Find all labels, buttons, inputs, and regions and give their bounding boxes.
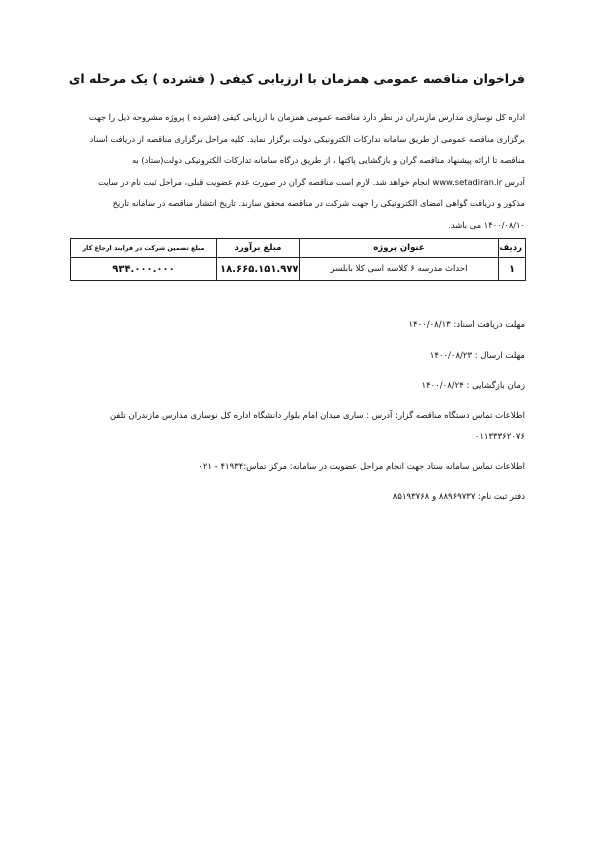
header-row-no: ردیف xyxy=(499,239,526,258)
header-project: عنوان پروژه xyxy=(300,239,499,258)
cell-row-no: ۱ xyxy=(499,258,526,281)
intro-paragraph xyxy=(69,107,525,237)
contact-phone: ۰۱۱۳۳۳۶۲۰۷۶ xyxy=(474,432,525,442)
paragraph-line: اداره کل نوسازی مدارس مازندران در نظر دارد مناقصه عمومی همزمان با ارزیابی کیفی (فشرده ) پروژه مشروحه ذیل را جهت xyxy=(88,112,525,122)
setad-contact: اطلاعات تماس سامانه ستاد جهت انجام مراحل عضویت در سامانه: مرکز تماس:۴۱۹۳۴ - ۰۲۱ xyxy=(198,462,525,472)
cell-guarantee: ۹۳۴.۰۰۰.۰۰۰ xyxy=(71,258,217,281)
table-row xyxy=(71,258,526,281)
document-title: فراخوان مناقصه عمومی همزمان با ارزیابی کیفی ( فشرده ) یک مرحله ای xyxy=(68,71,525,86)
header-guarantee: مبلغ تضمین شرکت در فرایند ارجاع کار xyxy=(71,239,217,258)
paragraph-line: ۱۴۰۰/۰۸/۱۰ می باشد. xyxy=(448,219,525,230)
registry-office: دفتر ثبت نام: ۸۸۹۶۹۷۳۷ و ۸۵۱۹۳۷۶۸ xyxy=(392,492,525,502)
cell-estimate: ۱۸.۶۶۵.۱۵۱.۹۷۷ xyxy=(217,258,300,281)
cell-project: احداث مدرسه ۶ کلاسه اسی کلا بابلسر xyxy=(300,258,499,281)
receive-deadline: مهلت دریافت اسناد: ۱۴۰۰/۰۸/۱۳ xyxy=(408,320,525,330)
header-estimate: مبلغ برآورد xyxy=(217,239,300,258)
paragraph-line: برگزاری مناقصه عمومی از طریق سامانه تدارکات الکترونیکی دولت برگزار نماید. کلیه مراحل برگزاری مناقصه از دریافت اسناد xyxy=(89,133,525,144)
tender-table xyxy=(70,238,526,281)
send-deadline: مهلت ارسال : ۱۴۰۰/۰۸/۲۳ xyxy=(429,351,525,361)
contact-info: اطلاعات تماس دستگاه مناقصه گزار: آدرس : ساری میدان امام بلوار دانشگاه اداره کل نوسازی مدارس مازندران تلفن xyxy=(109,411,525,421)
opening-time: زمان بازگشایی : ۱۴۰۰/۰۸/۲۴ xyxy=(421,381,525,391)
table-header-row xyxy=(71,239,526,258)
paragraph-line: مذکور و دریافت گواهی امضای الکترونیکی را جهت شرکت در مناقصه محقق سازند. تاریخ انتشار مناقصه در سامانه تاریخ xyxy=(112,198,525,209)
paragraph-line: آدرس www.setadiran.ir انجام خواهد شد. لازم است مناقصه گران در صورت عدم عضویت قبلی، مراحل ثبت نام در سایت xyxy=(98,176,525,187)
paragraph-line: مناقصه تا ارائه پیشنهاد مناقصه گران و بازگشایی پاکتها ، از طریق درگاه سامانه تدارکات الکترونیکی دولت(ستاد) به xyxy=(131,155,525,166)
